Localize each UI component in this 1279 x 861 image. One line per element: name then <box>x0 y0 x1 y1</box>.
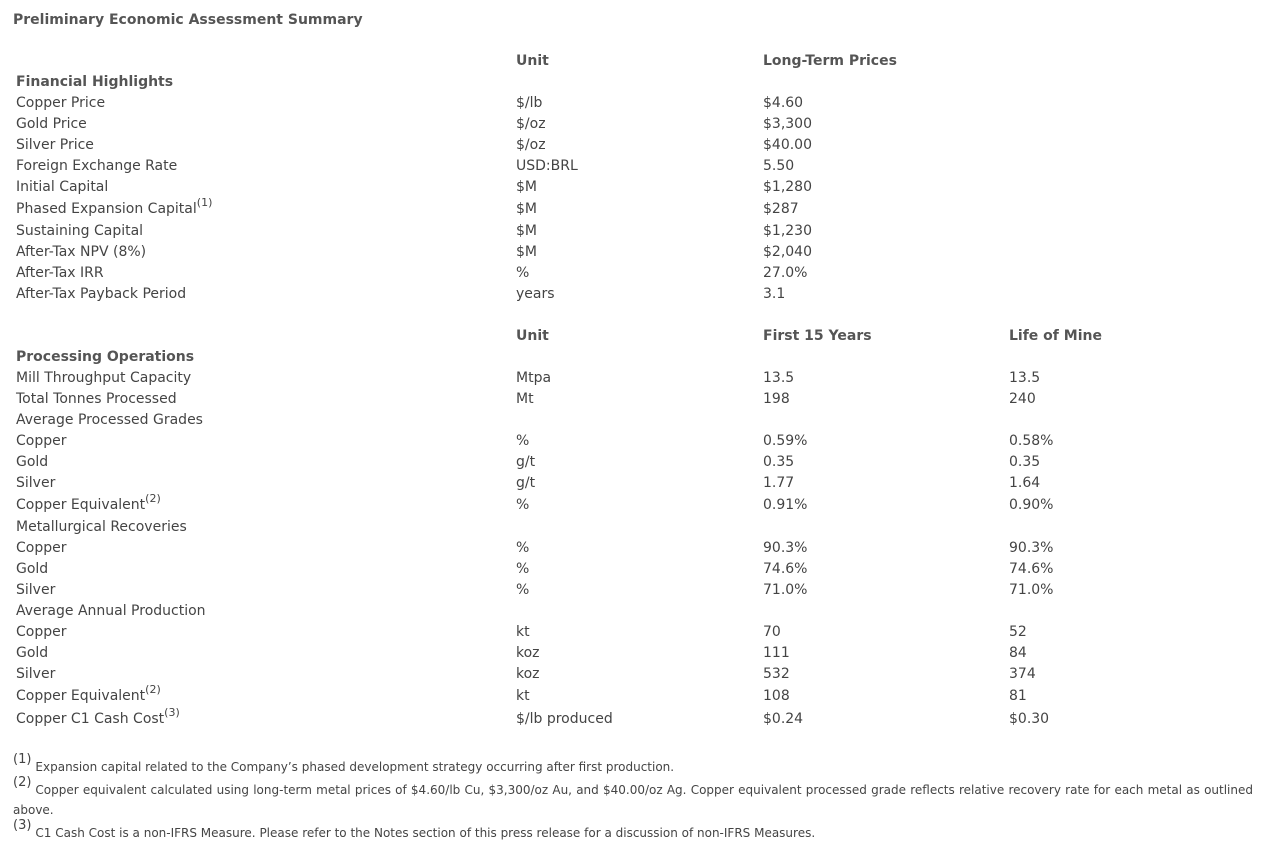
value-cell <box>760 177 1006 198</box>
value-cell <box>760 685 1006 708</box>
cell-text: $4.60 <box>763 95 804 111</box>
footnote <box>13 775 1253 820</box>
financial-row <box>13 198 1253 221</box>
row-label-cell <box>13 643 513 664</box>
row-label-cell <box>13 685 513 708</box>
processing-row <box>13 708 1253 731</box>
footnote-mark: (3) <box>13 818 32 833</box>
row-label-cell <box>13 242 513 263</box>
financial-row <box>13 135 1253 156</box>
row-label: Phased Expansion Capital <box>16 201 197 217</box>
cell-text: 90.3% <box>1009 540 1054 556</box>
row-label-cell <box>13 221 513 242</box>
processing-row <box>13 368 1253 389</box>
processing-row <box>13 494 1253 517</box>
cell-text: 111 <box>763 645 790 661</box>
financial-row <box>13 221 1253 242</box>
section-title-cell <box>13 347 513 368</box>
row-label-cell <box>13 559 513 580</box>
cell-text: $1,230 <box>763 223 812 239</box>
unit-cell <box>513 135 760 156</box>
unit-cell <box>513 431 760 452</box>
row-label: Average Annual Production <box>16 603 206 619</box>
footnote <box>13 818 1253 843</box>
cell-text: 3.1 <box>763 286 786 302</box>
table-cell <box>1006 135 1253 156</box>
unit-cell <box>513 410 760 431</box>
value-cell <box>1006 452 1253 473</box>
cell-text: 198 <box>763 391 790 407</box>
unit-cell <box>513 242 760 263</box>
row-label-cell <box>13 601 513 622</box>
processing-row <box>13 452 1253 473</box>
financial-row <box>13 156 1253 177</box>
table-cell <box>760 305 1006 326</box>
row-label-cell <box>13 198 513 221</box>
section-title-cell <box>13 72 513 93</box>
unit-cell <box>513 517 760 538</box>
unit-cell <box>513 452 760 473</box>
cell-text: 90.3% <box>763 540 808 556</box>
cell-text: 532 <box>763 666 790 682</box>
row-label: Gold <box>16 561 49 577</box>
processing-row <box>13 538 1253 559</box>
cell-text: 0.35 <box>1009 454 1041 470</box>
table-cell <box>1006 156 1253 177</box>
row-label-cell <box>13 580 513 601</box>
cell-text: $/lb produced <box>516 711 613 727</box>
value-cell <box>1006 389 1253 410</box>
unit-cell <box>513 284 760 305</box>
footnote-ref: (3) <box>164 706 180 719</box>
row-label: Total Tonnes Processed <box>16 391 177 407</box>
processing-row <box>13 389 1253 410</box>
value-cell <box>1006 601 1253 622</box>
value-cell <box>760 559 1006 580</box>
unit-cell <box>513 389 760 410</box>
value-cell <box>1006 664 1253 685</box>
processing-row <box>13 559 1253 580</box>
table-cell <box>1006 305 1253 326</box>
cell-text: Mtpa <box>516 370 552 386</box>
cell-text: $3,300 <box>763 116 812 132</box>
cell-text: First 15 Years <box>763 328 872 344</box>
row-label: After-Tax Payback Period <box>16 286 187 302</box>
row-label-cell <box>13 708 513 731</box>
value-cell <box>1006 708 1253 731</box>
processing-row <box>13 601 1253 622</box>
cell-text: $/lb <box>516 95 543 111</box>
cell-text: Mt <box>516 391 534 407</box>
cell-text: 52 <box>1009 624 1027 640</box>
value-cell <box>760 473 1006 494</box>
row-label-cell <box>13 389 513 410</box>
cell-text: % <box>516 540 530 556</box>
table-cell <box>513 347 760 368</box>
row-label: Silver <box>16 582 56 598</box>
unit-cell <box>513 538 760 559</box>
row-label-cell <box>13 538 513 559</box>
row-label-cell <box>13 284 513 305</box>
header-blank-cell <box>13 51 513 72</box>
unit-cell <box>513 494 760 517</box>
cell-text: % <box>516 433 530 449</box>
value-cell <box>760 664 1006 685</box>
financial-row <box>13 93 1253 114</box>
cell-text: USD:BRL <box>516 158 578 174</box>
header-blank-cell <box>13 326 513 347</box>
table-cell <box>1006 72 1253 93</box>
financial-row <box>13 263 1253 284</box>
unit-cell <box>513 368 760 389</box>
cell-text: 13.5 <box>1009 370 1041 386</box>
table-cell <box>1006 198 1253 221</box>
unit-cell <box>513 622 760 643</box>
row-label-cell <box>13 177 513 198</box>
long-term-prices-column-header <box>760 51 1006 72</box>
cell-text: $1,280 <box>763 179 812 195</box>
unit-cell <box>513 601 760 622</box>
value-cell <box>760 242 1006 263</box>
cell-text: % <box>516 265 530 281</box>
footnote-text: Expansion capital related to the Company’s phased development strategy occurring after first production. <box>35 760 675 774</box>
table-cell <box>1006 114 1253 135</box>
row-label-cell <box>13 368 513 389</box>
life-of-mine-column-header <box>1006 326 1253 347</box>
cell-text: Long-Term Prices <box>763 53 897 69</box>
cell-text: 71.0% <box>1009 582 1054 598</box>
cell-text: kt <box>516 688 530 704</box>
row-label: Copper <box>16 433 67 449</box>
value-cell <box>760 494 1006 517</box>
value-cell <box>1006 622 1253 643</box>
row-label: Copper Equivalent <box>16 688 146 704</box>
table-cell <box>1006 347 1253 368</box>
value-cell <box>760 389 1006 410</box>
row-label-cell <box>13 622 513 643</box>
cell-text: % <box>516 561 530 577</box>
value-cell <box>760 601 1006 622</box>
unit-cell <box>513 643 760 664</box>
table-cell <box>1006 284 1253 305</box>
cell-text: 27.0% <box>763 265 808 281</box>
row-label: After-Tax NPV (8%) <box>16 244 147 260</box>
cell-text: % <box>516 497 530 513</box>
cell-text: 0.58% <box>1009 433 1054 449</box>
cell-text: 71.0% <box>763 582 808 598</box>
cell-text: 84 <box>1009 645 1027 661</box>
cell-text: 74.6% <box>1009 561 1054 577</box>
processing-row <box>13 622 1253 643</box>
cell-text: 0.35 <box>763 454 795 470</box>
cell-text: 0.91% <box>763 497 808 513</box>
processing-row <box>13 580 1253 601</box>
value-cell <box>1006 410 1253 431</box>
table-cell <box>760 347 1006 368</box>
cell-text: 108 <box>763 688 790 704</box>
unit-cell <box>513 580 760 601</box>
row-label-cell <box>13 664 513 685</box>
cell-text: $M <box>516 223 537 239</box>
financial-row <box>13 177 1253 198</box>
value-cell <box>1006 685 1253 708</box>
value-cell <box>1006 494 1253 517</box>
value-cell <box>1006 517 1253 538</box>
table-cell <box>1006 263 1253 284</box>
cell-text: 13.5 <box>763 370 795 386</box>
processing-row <box>13 664 1253 685</box>
row-label: Copper Price <box>16 95 106 111</box>
cell-text: Life of Mine <box>1009 328 1102 344</box>
unit-cell <box>513 263 760 284</box>
pea-summary-table <box>13 51 1253 731</box>
footnote-text: Copper equivalent calculated using long-term metal prices of $4.60/lb Cu, $3,300/oz Au, and $40.00/oz Ag. Copper equivalent processed grade reflects relative recovery rate for each metal as outlined above. <box>13 783 1253 817</box>
cell-text: $M <box>516 201 537 217</box>
processing-row <box>13 643 1253 664</box>
value-cell <box>760 622 1006 643</box>
unit-cell <box>513 177 760 198</box>
row-label: After-Tax IRR <box>16 265 104 281</box>
footnote-ref: (2) <box>145 683 161 696</box>
cell-text: 0.90% <box>1009 497 1054 513</box>
value-cell <box>760 708 1006 731</box>
unit-cell <box>513 664 760 685</box>
footnote-text: C1 Cash Cost is a non-IFRS Measure. Please refer to the Notes section of this press release for a discussion of non-IFRS Measures. <box>35 826 816 840</box>
row-label: Sustaining Capital <box>16 223 144 239</box>
table-cell <box>1006 177 1253 198</box>
processing-row <box>13 685 1253 708</box>
cell-text: $/oz <box>516 116 546 132</box>
header-blank-cell <box>1006 51 1253 72</box>
value-cell <box>1006 473 1253 494</box>
table-cell <box>1006 221 1253 242</box>
page-title: Preliminary Economic Assessment Summary <box>13 12 363 28</box>
row-label: Foreign Exchange Rate <box>16 158 178 174</box>
table-cell <box>513 305 760 326</box>
row-label-cell <box>13 410 513 431</box>
row-label: Mill Throughput Capacity <box>16 370 192 386</box>
unit-cell <box>513 708 760 731</box>
value-cell <box>760 198 1006 221</box>
cell-text: g/t <box>516 475 536 491</box>
unit-column-header <box>513 326 760 347</box>
cell-text: $0.24 <box>763 711 804 727</box>
cell-text: $M <box>516 179 537 195</box>
cell-text: years <box>516 286 555 302</box>
row-label: Gold Price <box>16 116 87 132</box>
footnote-ref: (2) <box>145 492 161 505</box>
row-label: Copper <box>16 540 67 556</box>
spacer-row <box>13 305 1253 326</box>
cell-text: koz <box>516 645 540 661</box>
cell-text: $287 <box>763 201 799 217</box>
table-cell <box>13 305 513 326</box>
first-15-years-column-header <box>760 326 1006 347</box>
row-label: Gold <box>16 454 49 470</box>
unit-cell <box>513 198 760 221</box>
financial-row <box>13 114 1253 135</box>
processing-header-row <box>13 326 1253 347</box>
cell-text: 5.50 <box>763 158 795 174</box>
cell-text: 74.6% <box>763 561 808 577</box>
cell-text: 374 <box>1009 666 1036 682</box>
financial-row <box>13 284 1253 305</box>
value-cell <box>1006 580 1253 601</box>
row-label-cell <box>13 494 513 517</box>
unit-cell <box>513 221 760 242</box>
section-title: Processing Operations <box>16 349 195 365</box>
row-label-cell <box>13 93 513 114</box>
value-cell <box>760 643 1006 664</box>
row-label-cell <box>13 263 513 284</box>
table-cell <box>513 72 760 93</box>
value-cell <box>760 538 1006 559</box>
row-label: Initial Capital <box>16 179 109 195</box>
footnote-mark: (1) <box>13 752 32 767</box>
row-label: Copper Equivalent <box>16 497 146 513</box>
unit-cell <box>513 93 760 114</box>
table-cell <box>1006 242 1253 263</box>
value-cell <box>760 114 1006 135</box>
row-label: Average Processed Grades <box>16 412 203 428</box>
unit-cell <box>513 685 760 708</box>
unit-cell <box>513 114 760 135</box>
unit-column-header <box>513 51 760 72</box>
row-label-cell <box>13 452 513 473</box>
value-cell <box>1006 431 1253 452</box>
table-cell <box>760 72 1006 93</box>
row-label-cell <box>13 156 513 177</box>
financial-header-row <box>13 51 1253 72</box>
cell-text: 1.77 <box>763 475 795 491</box>
row-label-cell <box>13 135 513 156</box>
value-cell <box>760 93 1006 114</box>
value-cell <box>760 263 1006 284</box>
value-cell <box>760 368 1006 389</box>
unit-cell <box>513 473 760 494</box>
value-cell <box>760 135 1006 156</box>
value-cell <box>760 431 1006 452</box>
row-label: Gold <box>16 645 49 661</box>
cell-text: $40.00 <box>763 137 812 153</box>
footnote-ref: (1) <box>196 196 213 209</box>
cell-text: 81 <box>1009 688 1027 704</box>
cell-text: 70 <box>763 624 781 640</box>
processing-section-row <box>13 347 1253 368</box>
row-label-cell <box>13 517 513 538</box>
footnote-mark: (2) <box>13 775 32 790</box>
processing-row <box>13 431 1253 452</box>
row-label: Silver <box>16 666 56 682</box>
value-cell <box>1006 559 1253 580</box>
cell-text: 1.64 <box>1009 475 1041 491</box>
value-cell <box>760 517 1006 538</box>
cell-text: $0.30 <box>1009 711 1050 727</box>
value-cell <box>760 156 1006 177</box>
value-cell <box>760 580 1006 601</box>
section-title: Financial Highlights <box>16 74 174 90</box>
processing-row <box>13 410 1253 431</box>
footnotes <box>13 752 1253 846</box>
cell-text: koz <box>516 666 540 682</box>
value-cell <box>1006 538 1253 559</box>
cell-text: kt <box>516 624 530 640</box>
financial-section-row <box>13 72 1253 93</box>
row-label: Copper C1 Cash Cost <box>16 711 165 727</box>
value-cell <box>760 452 1006 473</box>
unit-cell <box>513 559 760 580</box>
cell-text: $M <box>516 244 537 260</box>
row-label: Silver Price <box>16 137 94 153</box>
cell-text: Unit <box>516 328 549 344</box>
value-cell <box>1006 368 1253 389</box>
unit-cell <box>513 156 760 177</box>
cell-text: 0.59% <box>763 433 808 449</box>
row-label: Metallurgical Recoveries <box>16 519 187 535</box>
cell-text: $2,040 <box>763 244 812 260</box>
row-label: Copper <box>16 624 67 640</box>
footnote <box>13 752 1253 777</box>
value-cell <box>760 284 1006 305</box>
cell-text: % <box>516 582 530 598</box>
value-cell <box>1006 643 1253 664</box>
processing-row <box>13 473 1253 494</box>
value-cell <box>760 410 1006 431</box>
cell-text: Unit <box>516 53 549 69</box>
value-cell <box>760 221 1006 242</box>
cell-text: g/t <box>516 454 536 470</box>
row-label-cell <box>13 114 513 135</box>
processing-row <box>13 517 1253 538</box>
cell-text: 240 <box>1009 391 1036 407</box>
table-cell <box>1006 93 1253 114</box>
row-label-cell <box>13 431 513 452</box>
financial-row <box>13 242 1253 263</box>
cell-text: $/oz <box>516 137 546 153</box>
row-label: Silver <box>16 475 56 491</box>
row-label-cell <box>13 473 513 494</box>
